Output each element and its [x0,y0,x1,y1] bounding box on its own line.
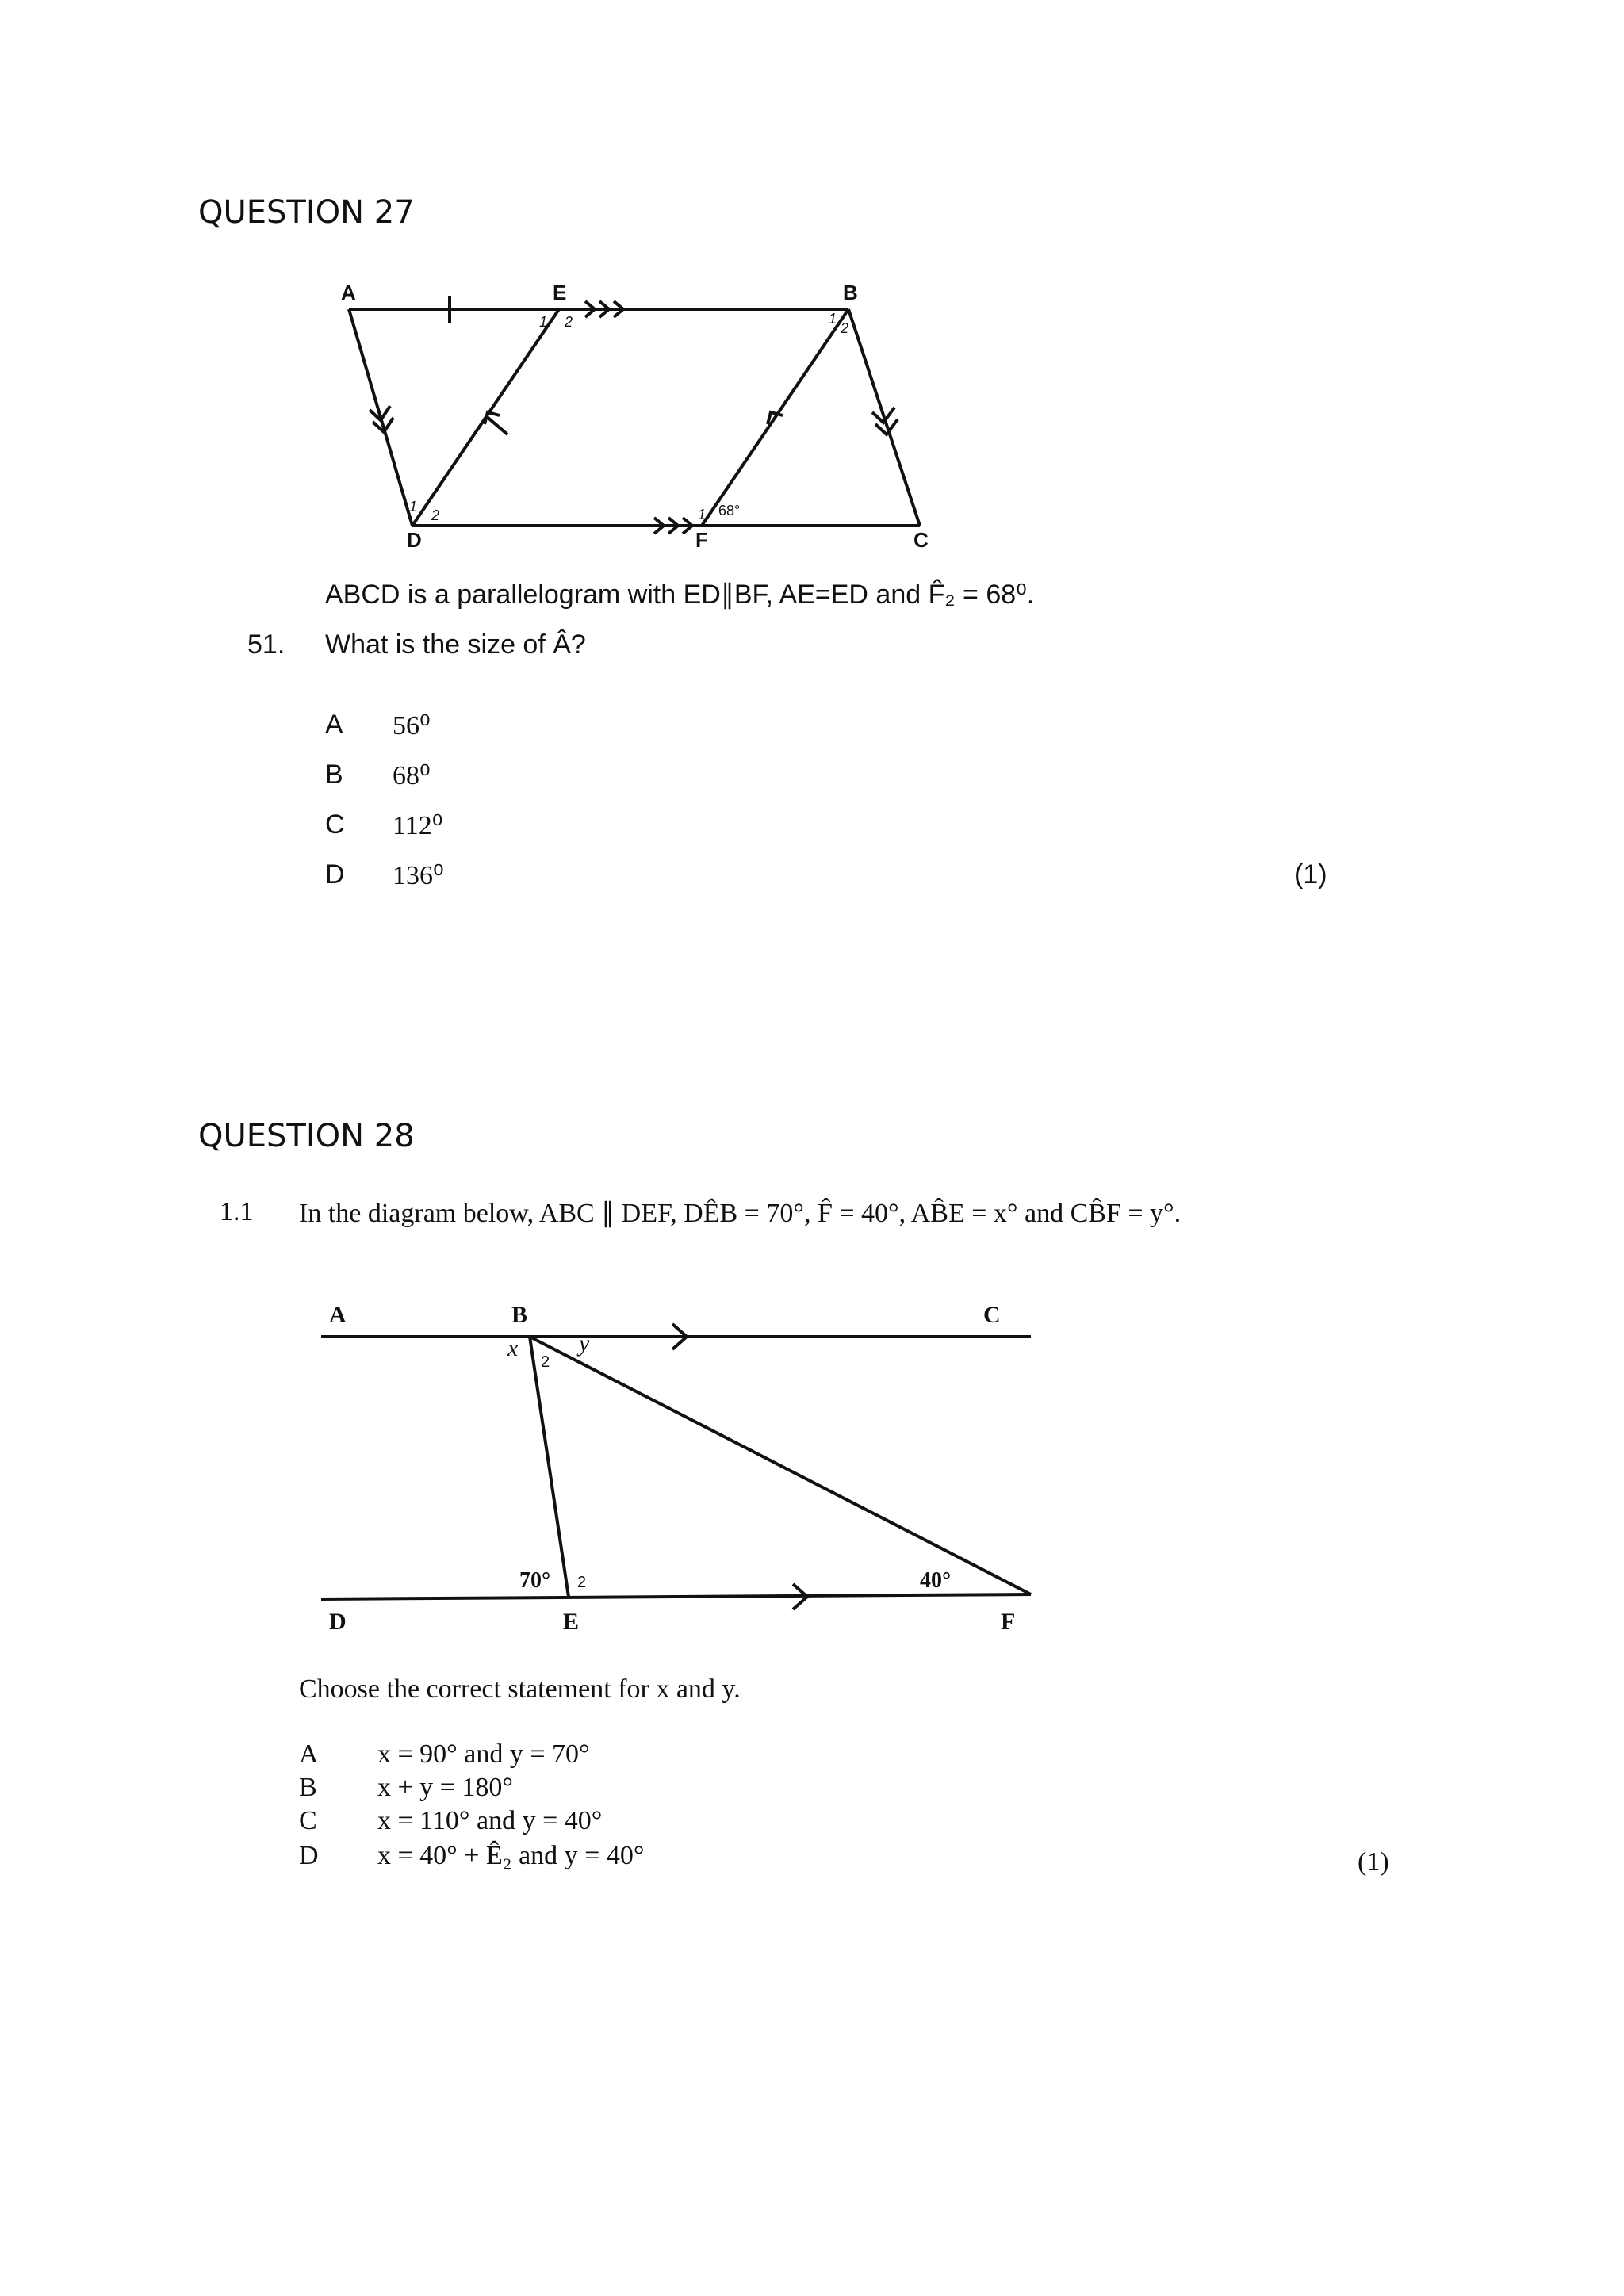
question-28-heading: QUESTION 28 [198,1118,415,1154]
label-d: D [329,1609,347,1635]
tick-ed [485,415,508,434]
angle-label-d2: 2 [431,507,440,523]
q27-option-c-value[interactable]: 112⁰ [393,811,443,840]
q27-option-c-letter[interactable]: C [325,809,345,840]
vertex-label-b: B [843,281,858,304]
q28-option-a-value[interactable]: x = 90° and y = 70° [377,1739,590,1769]
angle-label-e2: 2 [565,314,573,330]
q27-marks: (1) [1294,859,1327,890]
q27-option-d-letter[interactable]: D [325,859,345,890]
q27-question: What is the size of Â? [325,629,586,660]
q27-option-a-value[interactable]: 56⁰ [393,711,431,740]
q27-number: 51. [247,629,285,660]
angle-label-e1: 1 [539,314,548,330]
q28-instruction: Choose the correct statement for x and y. [299,1674,741,1704]
segment-bf [530,1337,1031,1594]
segment-bf [702,309,848,526]
label-f: F [1001,1609,1016,1635]
q28-statement: In the diagram below, ABC ∥ DEF, DÊB = 70°, F̂ = 40°, AB̂E = x° and CB̂F = y°. [299,1199,1182,1228]
vertex-label-f: F [695,528,708,552]
angle-label-f1: 1 [698,507,707,522]
question-27-heading: QUESTION 27 [198,194,415,231]
label-e: E [563,1609,580,1635]
q28-option-c-value[interactable]: x = 110° and y = 40° [377,1806,603,1835]
q27-statement: ABCD is a parallelogram with ED∥BF, AE=ED and F̂₂ = 68⁰. [325,580,1035,610]
angle-label-b1: 1 [829,311,837,327]
q28-option-d-value[interactable]: x = 40° + Ê₂ and y = 40° [377,1841,645,1870]
vertex-label-c: C [914,528,929,552]
q28-option-d-letter[interactable]: D [299,1841,319,1870]
line-def [321,1594,1031,1599]
angle-label-y: y [579,1330,590,1357]
triangle-parallel-lines-diagram [0,1253,1624,1649]
angle-label-e70: 70° [519,1568,551,1593]
segment-be [530,1337,569,1597]
q27-option-a-letter[interactable]: A [325,710,343,740]
q28-number: 1.1 [220,1197,254,1226]
parallelogram-diagram [0,0,1624,571]
q28-option-a-letter[interactable]: A [299,1739,319,1769]
q28-option-b-value[interactable]: x + y = 180° [377,1773,513,1802]
label-c: C [983,1302,1001,1328]
angle-label-f40: 40° [920,1568,952,1593]
angle-label-d1: 1 [409,499,418,515]
q27-option-d-value[interactable]: 136⁰ [393,861,444,890]
q28-option-c-letter[interactable]: C [299,1806,317,1835]
angle-label-e2: 2 [577,1574,587,1591]
q28-option-b-letter[interactable]: B [299,1773,317,1802]
angle-label-x: x [508,1335,519,1361]
vertex-label-a: A [341,281,356,304]
angle-label-b2: 2 [841,320,849,336]
label-b: B [511,1302,528,1328]
q27-option-b-value[interactable]: 68⁰ [393,761,431,790]
angle-label-f68: 68° [718,503,741,519]
q27-option-b-letter[interactable]: B [325,760,343,790]
side-bc [848,309,920,526]
q28-marks: (1) [1358,1847,1389,1877]
label-a: A [329,1302,347,1328]
vertex-label-e: E [553,281,567,304]
vertex-label-d: D [407,528,422,552]
angle-label-b2: 2 [541,1353,550,1371]
